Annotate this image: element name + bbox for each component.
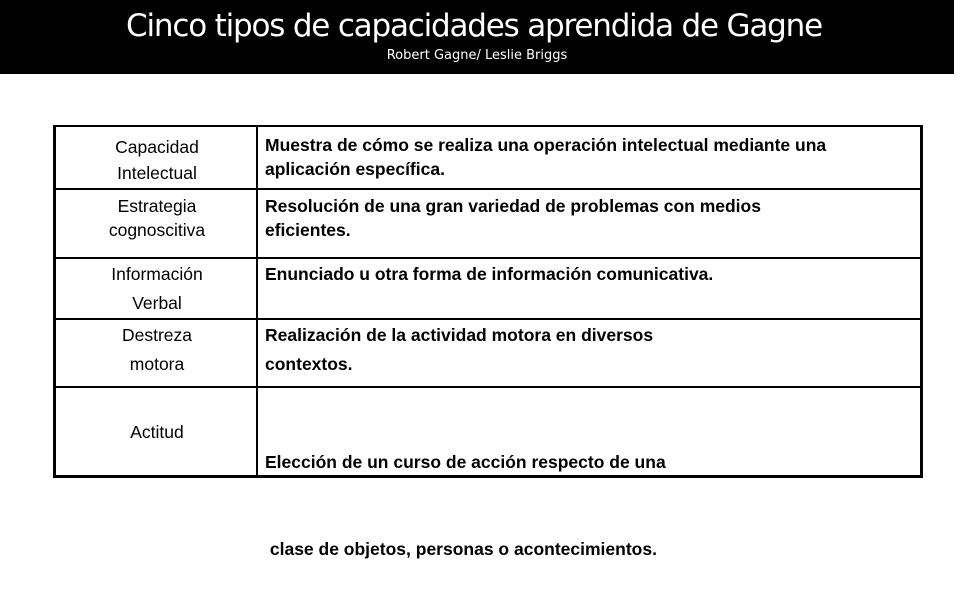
description-line: Muestra de cómo se realiza una operación intelectual mediante una xyxy=(265,135,827,155)
description-line: aplicación específica. xyxy=(265,159,445,179)
row-divider xyxy=(53,318,923,320)
capacity-line: motora xyxy=(129,354,185,374)
capacity-line: Información xyxy=(111,264,203,284)
capacity-line: Capacidad xyxy=(115,137,199,157)
page-title: Cinco tipos de capacidades aprendida de Gagne xyxy=(126,8,822,44)
capacity-line: Destreza xyxy=(121,325,193,345)
row-divider xyxy=(53,257,923,259)
capacity-cell xyxy=(57,194,257,242)
capacity-cell xyxy=(57,134,257,186)
capacity-cell xyxy=(57,260,257,318)
description-cell xyxy=(265,133,915,181)
description-cell xyxy=(265,262,915,286)
description-line: eficientes. xyxy=(265,220,351,240)
description-line: Resolución de una gran variedad de problemas con medios xyxy=(265,196,761,216)
description-line: Enunciado u otra forma de información comunicativa. xyxy=(265,264,714,284)
capacity-line: Verbal xyxy=(132,293,182,313)
capacity-cell xyxy=(57,321,257,379)
capacity-line: Actitud xyxy=(130,422,184,442)
capacity-line: cognoscitiva xyxy=(108,220,206,240)
title-bar xyxy=(0,0,954,74)
description-cell xyxy=(265,194,915,242)
row-divider xyxy=(53,188,923,190)
description-line: clase de objetos, personas o acontecimientos. xyxy=(265,539,657,559)
capacity-line: Intelectual xyxy=(117,163,197,183)
description-line: Elección de un curso de acción respecto de una xyxy=(265,452,666,472)
description-cell xyxy=(265,390,915,593)
description-line: contextos. xyxy=(265,354,353,374)
capacity-cell xyxy=(57,420,257,444)
row-divider xyxy=(53,386,923,388)
description-cell xyxy=(265,321,915,379)
capacity-line: Estrategia xyxy=(117,196,197,216)
description-line: Realización de la actividad motora en diversos xyxy=(265,325,654,345)
page-subtitle: Robert Gagne/ Leslie Briggs xyxy=(386,48,568,63)
